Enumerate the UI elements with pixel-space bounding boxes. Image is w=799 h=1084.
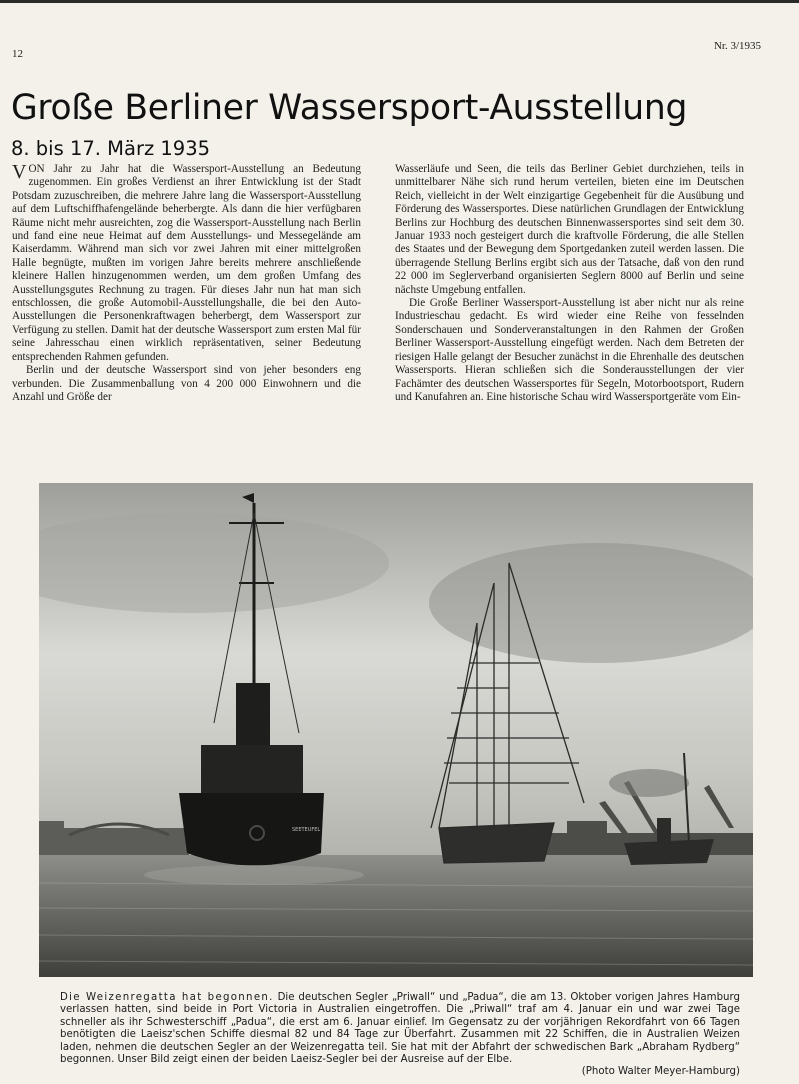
right-column — [395, 163, 744, 404]
caption-text: Die deutschen Segler „Priwall“ und „Padua“, die am 13. Oktober vorigen Jahres Hamburg verlassen hatten, sind beide in Port Victoria in Australien eingetroffen. Die „Priwall“ traf am 4. Januar ein und war zwei Tage schneller als ihr Schwesterschiff „Padua“, die erst am 6. Januar einlief. Im Gegensatz zu der vorjährigen Rekordfahrt von 66 Tagen benötigten die Laeisz'schen Schiffe diesmal 82 und 84 Tage zur Überfahrt. Zusammen mit 22 Schiffen, die in Australien Weizen laden, nehmen die deutschen Segler an der Weizenregatta teil. Sie hat mit der Abfahrt der schwedischen Bark „Abraham Rydberg“ begonnen. Unser Bild zeigt einen der beiden Laeisz-Segler bei der Ausreise auf der Elbe. — [60, 992, 740, 1066]
right-paragraph-1: Wasserläufe und Seen, die teils das Berliner Gebiet durchziehen, teils in unmittelbarer Nähe sich rund herum verteilen, bieten eine im Deutschen Reich, vielleicht in der Welt einzigartige Gegebenheit für die Ausübung und Förderung des Wassersportes. Diese natürlichen Grundlagen der Entwicklung Berlins zur Hochburg des deutschen Binnenwassersportes sind seit dem 30. Januar 1933 noch gesteigert durch die kraftvolle Förderung, die alle Stellen des Staates und der Bewegung dem Sportgedanken zuteil werden lassen. Die überragende Stellung Berlins ergibt sich aus der Tatsache, daß von den rund 22 000 im Seglerverband organisierten Seglern 8000 auf Berlin und seine nächste Umgebung entfallen. — [395, 163, 744, 296]
article-subtitle: 8. bis 17. März 1935 — [11, 137, 211, 160]
page-number: 12 — [12, 48, 23, 60]
photo-credit: (Photo Walter Meyer-Hamburg) — [581, 1066, 740, 1078]
left-paragraph-1 — [12, 163, 361, 364]
tug-name: SEETEUFEL — [292, 827, 321, 833]
top-border — [0, 0, 799, 3]
left-paragraph-2: Berlin und der deutsche Wassersport sind von jeher besonders eng verbunden. Die Zusammenballung von 4 200 000 Einwohnern und die Anzahl und Größe der — [12, 364, 361, 403]
photo-caption — [60, 992, 740, 1079]
drop-cap: V — [12, 161, 27, 183]
issue-number: Nr. 3/1935 — [713, 40, 761, 52]
left-column — [12, 163, 361, 404]
harbor-photo — [39, 483, 753, 977]
caption-lead: Die Weizenregatta hat begonnen. — [60, 992, 274, 1003]
article-title: Große Berliner Wassersport-Ausstellung — [11, 88, 688, 128]
right-paragraph-2: Die Große Berliner Wassersport-Ausstellung ist aber nicht nur als reine Industrieschau gedacht. Es wird wieder eine Reihe von fesselnden Sonderschauen und Sonderveranstaltungen in den Rahmen der Großen Berliner Wassersport-Ausstellung eingefügt werden. Nach dem Betreten der riesigen Halle gelangt der Besucher zunächst in die Ehrenhalle des deutschen Wassersports. Hieran schließen sich die Sonderausstellungen der vier Fachämter des deutschen Wassersportes für Segeln, Motorbootsport, Rudern und Kanufahren an. Eine historische Schau wird Wassersportgeräte vom Ein- — [395, 297, 744, 403]
left-paragraph-1-text: ON Jahr zu Jahr hat die Wassersport-Ausstellung an Bedeutung zugenommen. Ein großes Verdienst an ihrer Entwicklung ist der Stadt Potsdam zuzuschreiben, die mehrere Jahre lang die Wassersport-Ausstellung auf dem Luftschiffhafengelände beherbergte. Als dann die hier verfügbaren Räume nicht mehr ausreichten, zog die Wassersport-Ausstellung nach Berlin und fand eine neue Heimat auf dem Ausstellungs- und Messegelände am Kaiserdamm. Während man sich vor zwei Jahren mit einer mittelgroßen Halle begnügte, mußten im vorigen Jahre bereits mehrere anschließende kleinere Hallen hinzugenommen werden, um dem großen Umfang des Ausstellungsgutes Rechnung zu tragen. Für dieses Jahr nun hat man sich entschlossen, die große Automobil-Ausstellungshalle, die bei den Auto-Ausstellungen die Personenkraftwagen beherbergt, dem Wassersport zur Verfügung zu stellen. Damit hat der deutsche Wassersport zum ersten Mal für seine Jahresschau einen wirklich repräsentativen, seiner Bedeutung entsprechenden Rahmen gefunden. — [12, 163, 361, 363]
